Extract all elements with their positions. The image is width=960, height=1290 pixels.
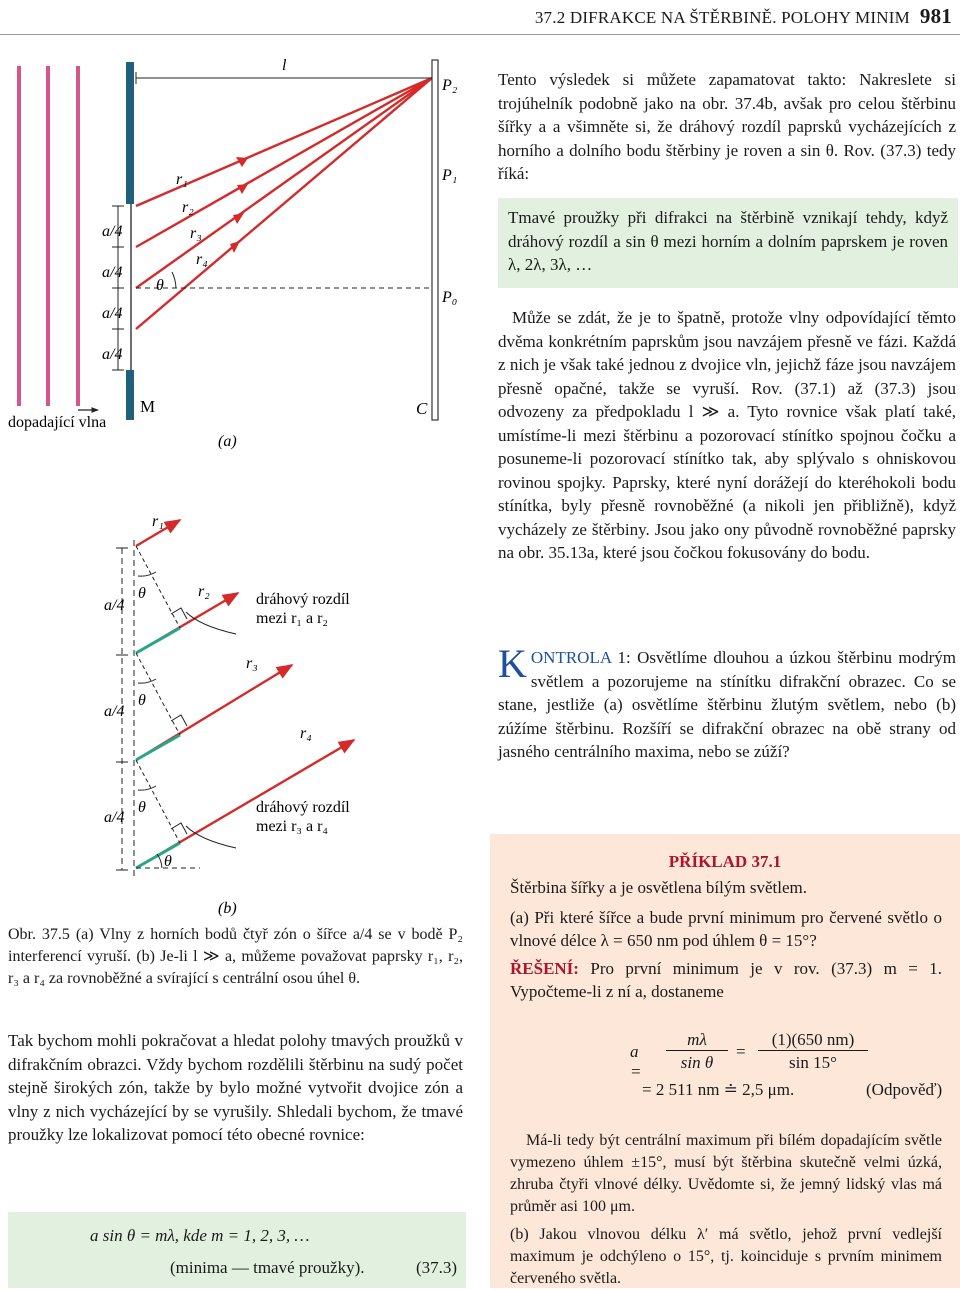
figure-caption: Obr. 37.5 (a) Vlny z horních bodů čtyř zón o šířce a/4 se v bodě P₂ interferencí vyruší. (b) Je-li l ≫ a, můžeme považovat paprsky r₁, r₂, r₃ a r₄ za rovnoběžné a svírající s centrální osou úhel θ. <box>8 926 463 987</box>
eq-frac2-den: sin 15° <box>789 1053 837 1072</box>
ray-r2 <box>136 78 432 247</box>
eq-frac1-num: mλ <box>666 1030 728 1051</box>
screen-label-p0: P₀ <box>442 289 458 306</box>
right-paragraph-2: Může se zdát, že je to špatně, protože vlny odpovídající těmto dvěma konkrétním paprskům jsou navzájem přesně ve fázi. Každá z nich je však také jednou z dvojice vln, jejichž fáze jsou navzájem přesně opačné, takže se vyruší. Rov. (37.1) až (37.3) jsou odvozeny za předpokladu l ≫ a. Tyto rovnice však platí také, umístíme-li mezi štěrbinu a pozorovací stínítko spojnou čočku a posuneme-li pozorovací stínítko tak, aby splývalo s ohniskovou rovinou spojky. Paprsky, které nyní dorážejí do kteréhokoli bodu stínítka, byly přesně rovnoběžné (a nikoli jen přibližně), když vycházely ze štěrbiny. Jsou jako ony původně rovnoběžné paprsky na obr. 35.13a, které jsou čočkou fokusovány do bodu. <box>498 308 956 562</box>
ray-label-r3: r₃ <box>190 225 202 242</box>
header-title: 37.2 DIFRAKCE NA ŠTĚRBINĚ. POLOHY MINIM <box>534 8 910 27</box>
caption-letter-a: (a) <box>218 433 237 450</box>
example-paragraph: Má-li tedy být centrální maximum při bílém dopadajícím světle vymezeno úhlem ±15°, musí být štěrbina skutečně velmi úzká, zhruba čtyři vlnové délky. Uvědomte si, že jemný lidský vlas má průměr asi 100 μm. <box>510 1132 942 1215</box>
figure-b <box>104 513 354 917</box>
left-paragraph: Tak bychom mohli pokračovat a hledat polohy tmavých proužků v difrakčním obrazci. Vždy bychom rozdělili štěrbinu na sudý počet stejně širokých zón, takže by bylo možné vytvořit dvojice zón a vlny z nich vycházející by se vyrušily. Shledali bychom, že tmavé proužky lze lokalizovat pomocí této obecné rovnice: <box>8 1031 463 1144</box>
running-header <box>535 4 952 29</box>
slit-label: M <box>140 397 156 416</box>
zone-label-a4: a/4 <box>102 346 123 363</box>
answer-label: (Odpověď) <box>866 1080 943 1099</box>
screen-label-p1: P₁ <box>442 167 458 184</box>
path-diff-2-line1: dráhový rozdíl <box>256 799 350 816</box>
path-diff-segment-1 <box>136 628 180 653</box>
path-diff-2-line2: mezi r₃ a r₄ <box>256 818 329 835</box>
reseni-text: Pro první minimum je v rov. (37.3) m = 1. Vypočteme-li z ní a, dostaneme <box>510 958 942 1001</box>
zone-label-a1: a/4 <box>102 223 123 240</box>
theta-b3: θ <box>138 799 146 816</box>
page-number: 981 <box>919 4 952 28</box>
kontrola-block <box>498 641 956 764</box>
equation-number: (37.3) <box>416 1258 458 1277</box>
kontrola-text: 1: Osvětlíme dlouhou a úzkou štěrbinu modrým světlem a pozorujeme na stínítku difrakční obrazec. Co se stane, jestliže (a) osvětlíme štěrbinu žlutým světlem, nebo (b) zúžíme štěrbinu. Rozšíří se difrakční obrazec na obě strany od jasného centrálního maxima, nebo se zúží? <box>498 648 956 761</box>
highlight-text: Tmavé proužky při difrakci na štěrbině vznikají tehdy, když dráhový rozdíl a sin θ mezi horním a dolním paprskem je roven λ, 2λ, 3λ, … <box>508 208 948 274</box>
reseni-label: ŘEŠENÍ: <box>510 958 579 978</box>
equation-main: a sin θ = mλ, kde m = 1, 2, 3, … <box>90 1226 310 1245</box>
wavefront-1 <box>17 66 21 406</box>
example-question-b: (b) Jakou vlnovou délku λ′ má světlo, jehož první vedlejší maximum je odchýleno o 15°, tj. koinciduje s prvním minimem červeného světla. <box>510 1226 942 1287</box>
zone-label-a3: a/4 <box>102 305 123 322</box>
header-rule <box>0 34 960 35</box>
theta-b2: θ <box>138 692 146 709</box>
eq-frac2-num: (1)(650 nm) <box>758 1030 868 1051</box>
equation-note: (minima — tmavé proužky). <box>170 1258 365 1277</box>
ray-b-label-r3: r₃ <box>246 655 258 672</box>
figure-a <box>8 57 458 450</box>
ray-label-r1: r₁ <box>176 171 188 188</box>
ray-r4 <box>136 78 432 329</box>
eq-frac1-den: sin θ <box>680 1053 714 1072</box>
theta-b1: θ <box>138 585 146 602</box>
ray-label-r4: r₄ <box>196 251 208 268</box>
ray-b-label-r4: r₄ <box>300 725 312 742</box>
theta-a: θ <box>156 277 164 294</box>
kontrola-letter: K <box>498 641 527 686</box>
zone-label-b3: a/4 <box>104 809 125 826</box>
screen-label-p2: P₂ <box>442 77 458 94</box>
example-solution <box>490 953 960 1004</box>
zone-label-b1: a/4 <box>104 597 125 614</box>
right-paragraph-1: Tento výsledek si můžete zapamatovat takto: Nakreslete si trojúhelník podobně jako na obr. 37.4b, avšak pro celou štěrbinu šířky a a všimněte si, že dráhový rozdíl paprsků vycházejících z horního a dolního bodu štěrbiny je roven a sin θ. Rov. (37.3) tedy říká: <box>498 70 956 183</box>
equation-box <box>8 1212 466 1288</box>
highlight-box <box>498 198 958 288</box>
wavefront-2 <box>46 66 50 406</box>
ray-b-label-r2: r₂ <box>198 583 210 600</box>
kontrola-word: ONTROLA <box>530 648 612 667</box>
theta-b4: θ <box>164 853 172 870</box>
path-diff-1-line1: dráhový rozdíl <box>256 591 350 608</box>
zone-label-b2: a/4 <box>104 703 125 720</box>
ray-b-label-r1: r₁ <box>152 513 164 530</box>
eq-line2: = 2 511 nm ≐ 2,5 μm. <box>642 1080 795 1099</box>
wave-label: dopadající vlna <box>8 414 107 431</box>
example-line1: Štěrbina šířky a je osvětlena bílým světlem. <box>510 878 807 897</box>
example-question-a: (a) Při které šířce a bude první minimum pro červené světlo o vlnové délce λ = 650 nm pod úhlem θ = 15°? <box>510 907 942 950</box>
distance-label: l <box>282 57 287 74</box>
caption-letter-b: (b) <box>218 900 237 917</box>
screen <box>432 60 438 420</box>
barrier-top <box>126 62 134 204</box>
path-diff-1-line2: mezi r₁ a r₂ <box>256 610 329 627</box>
example-title: PŘÍKLAD 37.1 <box>668 852 782 871</box>
eq-lhs: a = <box>630 1042 642 1081</box>
ray-label-r2: r₂ <box>182 199 194 216</box>
screen-letter: C <box>416 399 428 418</box>
figure-37-5 <box>0 40 490 930</box>
wavefront-3 <box>76 66 80 406</box>
path-diff-segment-2 <box>136 735 180 760</box>
barrier-bottom <box>126 370 134 420</box>
zone-label-a2: a/4 <box>102 264 123 281</box>
example-box: PŘÍKLAD 37.1 Štěrbina šířky a je osvětlena bílým světlem. (a) Při které šířce a bude první minimum pro červené světlo o vlnové délce λ = 650 nm pod úhlem θ = 15°? ŘEŠENÍ: Pro první minimum je v rov. (37.3) m = 1. Vypočteme-li z ní a, dostaneme a = mλ sin θ = (1)(650 nm) sin 15° = 2 511 nm ≐ 2,5 μm. (Odpověď) Má-li tedy být centrální maximum při bílém dopadajícím světle vymezeno úhlem ±15°, musí být štěrbina skutečně velmi úzká, zhruba čtyři vlnové délky. Uvědomte si, že jemný lidský vlas má průměr asi 100 μm. (b) Jakou vlnovou délku λ′ má světlo, jehož první vedlejší maximum je odchýleno o 15°, tj. koinciduje s prvním minimem červeného světla. <box>490 834 960 1288</box>
